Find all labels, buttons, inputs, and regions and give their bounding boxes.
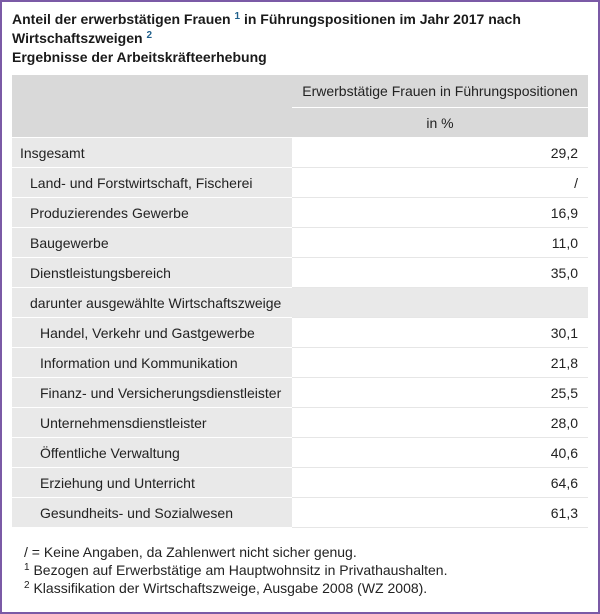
row-label: Insgesamt <box>12 138 292 168</box>
row-label: Land- und Forstwirtschaft, Fischerei <box>12 168 292 198</box>
header-blank <box>12 75 292 138</box>
row-value: / <box>292 168 588 198</box>
row-value <box>292 288 588 318</box>
table-row <box>12 288 588 318</box>
row-label: Finanz- und Versicherungsdienstleister <box>12 378 292 408</box>
footnote-1-text: Bezogen auf Erwerbstätige am Hauptwohnsitz in Privathaushalten. <box>33 562 448 578</box>
title-line1: Anteil der erwerbstätigen Frauen <box>12 11 231 27</box>
row-label: Handel, Verkehr und Gastgewerbe <box>12 318 292 348</box>
row-label: Produzierendes Gewerbe <box>12 198 292 228</box>
title-line1b: in Führungspositionen im Jahr 2017 nach <box>243 11 521 27</box>
row-value: 28,0 <box>292 408 588 438</box>
row-label: Baugewerbe <box>12 228 292 258</box>
header-row <box>12 75 588 108</box>
row-label: Öffentliche Verwaltung <box>12 438 292 468</box>
table-title <box>12 10 587 67</box>
row-value: 30,1 <box>292 318 588 348</box>
table-row <box>12 348 588 378</box>
row-label: Unternehmensdienstleister <box>12 408 292 438</box>
row-value: 21,8 <box>292 348 588 378</box>
footnote-2-marker: 2 <box>24 580 30 591</box>
row-value: 61,3 <box>292 498 588 528</box>
table-row <box>12 468 588 498</box>
table-row <box>12 138 588 168</box>
row-label: Gesundheits- und Sozialwesen <box>12 498 292 528</box>
table-row <box>12 258 588 288</box>
footnote-ref-1[interactable]: 1 <box>234 11 241 22</box>
data-table <box>12 75 588 528</box>
row-value: 64,6 <box>292 468 588 498</box>
row-value: 29,2 <box>292 138 588 168</box>
table-row <box>12 168 588 198</box>
table-row <box>12 438 588 468</box>
table-row <box>12 198 588 228</box>
row-value: 11,0 <box>292 228 588 258</box>
table-row <box>12 408 588 438</box>
footnote-2 <box>24 579 584 597</box>
table-row <box>12 228 588 258</box>
row-value: 40,6 <box>292 438 588 468</box>
row-label: Dienstleistungsbereich <box>12 258 292 288</box>
footnote-1-marker: 1 <box>24 562 30 573</box>
row-label: Information und Kommunikation <box>12 348 292 378</box>
row-value: 35,0 <box>292 258 588 288</box>
row-label: Erziehung und Unterricht <box>12 468 292 498</box>
row-value: 25,5 <box>292 378 588 408</box>
table-row <box>12 498 588 528</box>
table-subtitle: Ergebnisse der Arbeitskräfteerhebung <box>12 49 267 65</box>
row-label: darunter ausgewählte Wirtschaftszweige <box>12 288 292 318</box>
footnote-ref-2[interactable]: 2 <box>146 30 153 41</box>
table-row <box>12 378 588 408</box>
column-header: Erwerbstätige Frauen in Führungspositionen <box>292 75 588 108</box>
footnote-1 <box>24 561 584 579</box>
row-value: 16,9 <box>292 198 588 228</box>
footnote-2-text: Klassifikation der Wirtschaftszweige, Ausgabe 2008 (WZ 2008). <box>33 580 428 596</box>
footnote-slash: / = Keine Angaben, da Zahlenwert nicht sicher genug. <box>24 544 357 560</box>
title-line2: Wirtschaftszweigen <box>12 30 143 46</box>
table-row <box>12 318 588 348</box>
footnotes <box>24 543 584 597</box>
unit-header: in % <box>292 108 588 138</box>
